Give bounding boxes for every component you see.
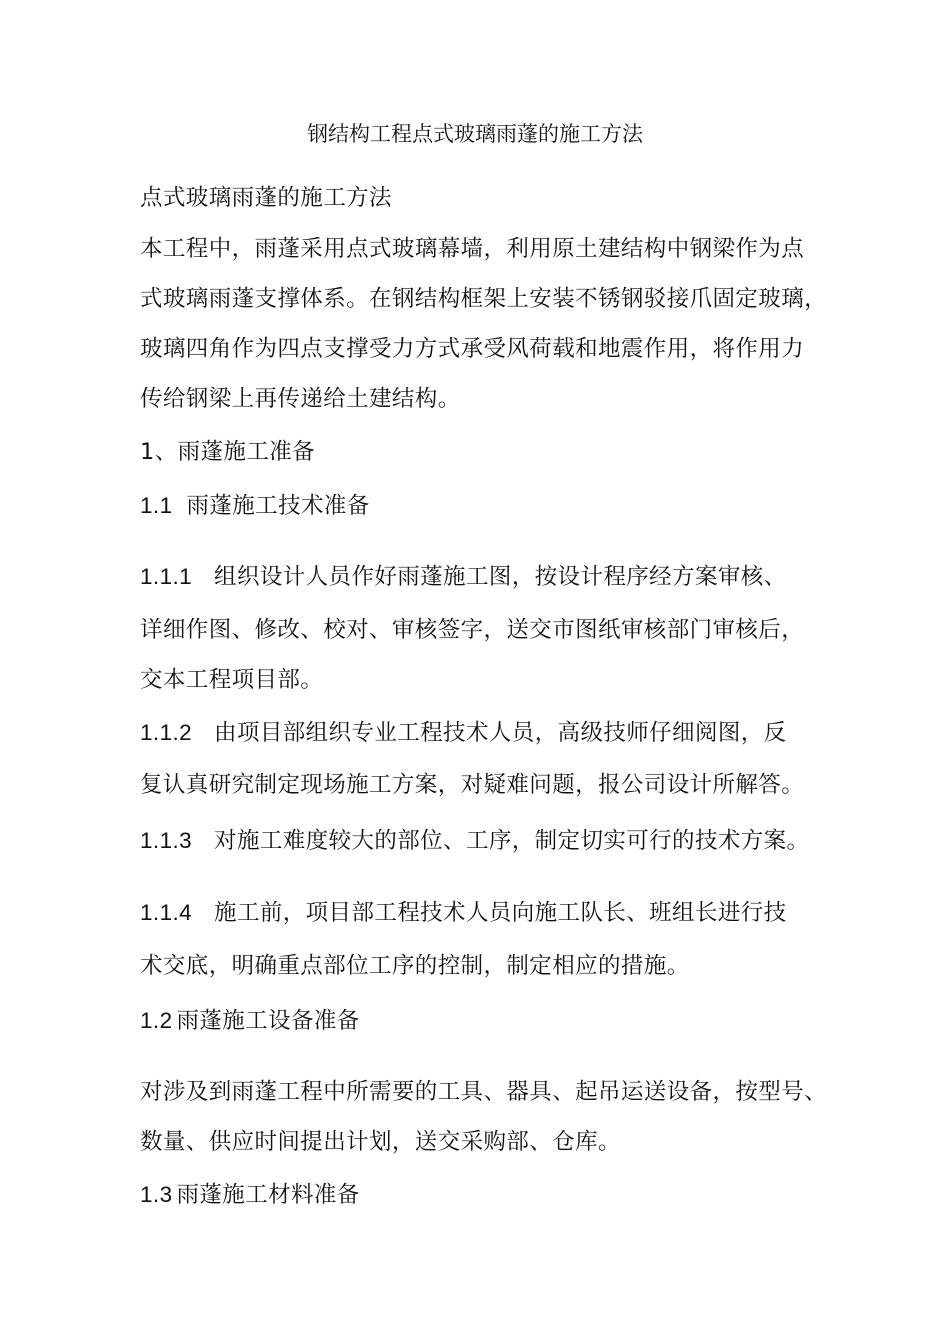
item-1-1-2-first-line xyxy=(140,718,787,748)
item-number: 1.1.4 xyxy=(140,900,193,925)
item-text-line: 详细作图、修改、校对、审核签字，送交市图纸审核部门审核后， xyxy=(140,617,805,643)
item-1-1-4-first-line xyxy=(140,898,787,928)
intro-line: 玻璃四角作为四点支撑受力方式承受风荷载和地震作用，将作用力 xyxy=(140,336,805,362)
section-number: 1.1 xyxy=(140,493,173,518)
item-text-line: 交本工程项目部。 xyxy=(140,667,324,693)
section-1-1-heading xyxy=(140,491,370,521)
section-label: 雨蓬施工材料准备 xyxy=(176,1182,360,1208)
item-text-line: 术交底，明确重点部位工序的控制，制定相应的措施。 xyxy=(140,953,690,979)
section-label: 雨蓬施工技术准备 xyxy=(186,493,370,519)
item-1-1-3-line xyxy=(140,826,809,856)
item-text-line: 复认真研究制定现场施工方案，对疑难问题，报公司设计所解答。 xyxy=(140,772,805,798)
intro-heading: 点式玻璃雨蓬的施工方法 xyxy=(140,185,392,211)
intro-line: 式玻璃雨蓬支撑体系。在钢结构框架上安装不锈钢驳接爪固定玻璃， xyxy=(140,286,828,312)
section-1-2-heading xyxy=(140,1006,360,1036)
document-title: 钢结构工程点式玻璃雨蓬的施工方法 xyxy=(307,122,643,146)
section-number: 1.3 xyxy=(140,1182,173,1207)
item-number: 1.1.3 xyxy=(140,828,193,853)
item-number: 1.1.1 xyxy=(140,564,193,589)
paragraph-line: 数量、供应时间提出计划，送交采购部、仓库。 xyxy=(140,1129,621,1155)
section-label: 雨蓬施工设备准备 xyxy=(176,1008,360,1034)
intro-line: 本工程中，雨蓬采用点式玻璃幕墙，利用原土建结构中钢梁作为点 xyxy=(140,236,805,262)
item-1-1-1-first-line xyxy=(140,562,787,592)
item-text: 组织设计人员作好雨蓬施工图，按设计程序经方案审核、 xyxy=(214,564,787,590)
intro-line: 传给钢梁上再传递给土建结构。 xyxy=(140,386,461,412)
section-1-3-heading xyxy=(140,1180,360,1210)
item-text: 施工前，项目部工程技术人员向施工队长、班组长进行技 xyxy=(214,900,787,926)
item-text: 对施工难度较大的部位、工序，制定切实可行的技术方案。 xyxy=(214,828,810,854)
paragraph-line: 对涉及到雨蓬工程中所需要的工具、器具、起吊运送设备，按型号、 xyxy=(140,1079,828,1105)
item-number: 1.1.2 xyxy=(140,720,193,745)
section-number: 1.2 xyxy=(140,1008,173,1033)
item-text: 由项目部组织专业工程技术人员，高级技师仔细阅图，反 xyxy=(214,720,787,746)
section-1-heading: 1、雨蓬施工准备 xyxy=(140,439,316,465)
